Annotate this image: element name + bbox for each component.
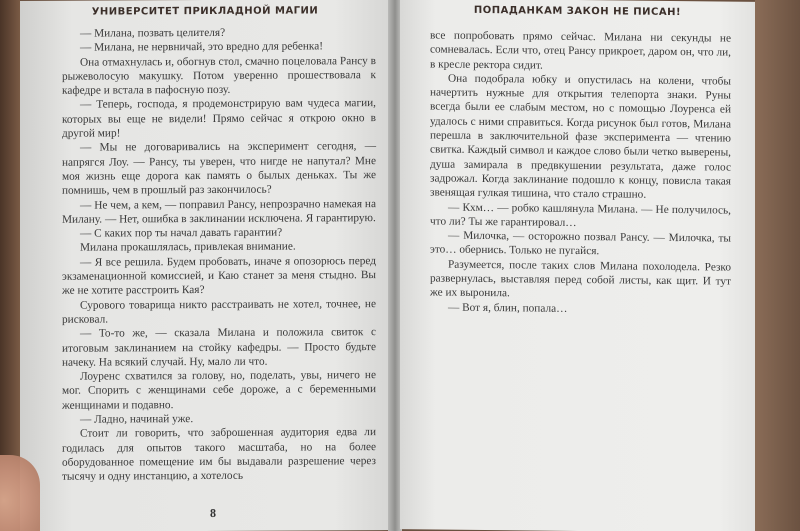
paragraph: — Мы не договаривались на эксперимент сегодня, — напрягся Лоу. — Рансу, ты уверен, что нигде не напутал? Мне моя жизнь еще дорога как память о былых деньках. Ты же помнишь, чем в прошлый раз закончилось? bbox=[62, 140, 376, 198]
paragraph: — Кхм… — робко кашлянула Милана. — Не получилось, что ли? Ты же гарантировал… bbox=[430, 201, 731, 229]
right-running-head: ПОПАДАНКАМ ЗАКОН НЕ ПИСАН! bbox=[473, 4, 682, 19]
paragraph: — Вот я, блин, попала… bbox=[448, 301, 568, 315]
paragraph: все попробовать прямо сейчас. Милана ни секунды не сомневалась. Если что, отец Рансу прикроет, даром он, что ли, в кресле ректора сидит. bbox=[430, 29, 731, 72]
paragraph: Разумеется, после таких слов Милана похолодела. Резко развернулась, выставляя перед собой листы, как щит. И тут же их выронила. bbox=[430, 258, 731, 300]
paragraph: Она отмахнулась и, обогнув стол, смачно поцеловала Рансу в рыжеволосую макушку. Потом уверенно прошествовала к кафедре и встала в пафосную позу. bbox=[62, 54, 376, 97]
left-running-head: УНИВЕРСИТЕТ ПРИКЛАДНОЙ МАГИИ bbox=[91, 5, 319, 18]
left-page bbox=[20, 0, 390, 531]
right-text-block bbox=[400, 24, 755, 318]
background-surface bbox=[755, 0, 800, 531]
page-number: 8 bbox=[210, 505, 216, 520]
paragraph: — Ладно, начинай уже. bbox=[80, 413, 194, 426]
paragraph: Милана прокашлялась, привлекая внимание. bbox=[80, 240, 296, 255]
book-cover-edge bbox=[0, 0, 20, 531]
left-text-block bbox=[20, 25, 390, 484]
paragraph: Сурового товарища никто расстраивать не хотел, точнее, не рисковал. bbox=[62, 297, 376, 326]
paragraph: — Милана, позвать целителя? bbox=[80, 26, 226, 40]
paragraph: — Милочка, — осторожно позвал Рансу. — Милочка, ты это… обернись. Только не пугайся. bbox=[430, 229, 731, 258]
right-page bbox=[400, 0, 755, 531]
paragraph: — Теперь, господа, я продемонстрирую вам чудеса магии, которых вы еще не видели! Прямо сейчас я открою окно в другой мир! bbox=[62, 97, 376, 140]
holding-thumb bbox=[0, 455, 40, 531]
paragraph: Стоит ли говорить, что заброшенная аудитория едва ли годилась для опытов такого масштаба, но на более оборудованное помещение им бы выдавали разрешение через тысячу и одну инстанцию, а хотелось bbox=[62, 426, 376, 483]
paragraph: Лоуренс схватился за голову, но, поделать, увы, ничего не мог. Спорить с женщинами себе дороже, а с беременными женщинами и подавно. bbox=[62, 369, 376, 412]
paragraph: Она подобрала юбку и опустилась на колени, чтобы начертить нужные для открытия телепорта знаки. Руны всегда были ее слабым местом, но с помощью Лоуренса ей удалось с ними справиться. Когда рисунок был готов, Милана перешла в заключительной фазе эксперимента — чтению свитка. Каждый символ и каждое слово были четко выверены, душа замирала в предвкушении результата, даже голос задрожал. Когда заклинание подошло к концу, повисла такая звенящая гулкая тишина, что стало страшно. bbox=[430, 72, 731, 201]
paragraph: — Не чем, а кем, — поправил Рансу, непрозрачно намекая на Милану. — Нет, ошибка в заклинании исключена. Я гарантирую. bbox=[62, 197, 376, 226]
paragraph: — Я все решила. Будем пробовать, иначе я опозорюсь перед экзаменационной комиссией, и Каю станет за меня стыдно. Вы же не хотите расстроить Кая? bbox=[62, 254, 376, 298]
paragraph: — Милана, не нервничай, это вредно для ребенка! bbox=[80, 40, 324, 54]
paragraph: — То-то же, — сказала Милана и положила свиток с итоговым заклинанием на стойку кафедры. — Просто будьте начеку. На всякий случай. Ну, мало ли что. bbox=[62, 326, 376, 369]
paragraph: — С каких пор ты начал давать гарантии? bbox=[80, 226, 283, 240]
